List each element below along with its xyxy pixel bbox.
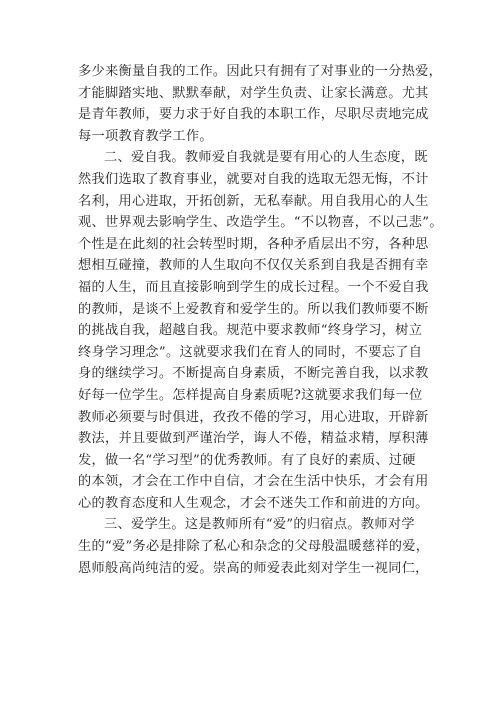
text-line: 教法，并且要做到严谨治学，诲人不倦，精益求精，厚积薄 xyxy=(78,431,429,447)
text-line: 终身学习理念”。这就要求我们在育人的同时，不要忘了自 xyxy=(78,344,423,360)
text-line: 多少来衡量自我的工作。因此只有拥有了对事业的一分热爱， xyxy=(78,64,443,79)
text-line: 才能脚踏实地、默默奉献，对学生负责、让家长满意。尤其 xyxy=(78,85,429,101)
text-line: 是青年教师，要力求于好自我的本职工作，尽职尽责地完成 xyxy=(78,107,429,123)
text-line: 身的继续学习。不断提高自身素质，不断完善自我，以求教 xyxy=(78,366,429,382)
text-line: 三、爱学生。这是教师所有“爱”的归宿点。教师对学 xyxy=(104,517,415,533)
text-line: 观、世界观去影响学生、改造学生。“不以物喜，不以己悲”。 xyxy=(78,215,443,231)
text-line: 的本领，才会在工作中自信，才会在生活中快乐，才会有用 xyxy=(78,474,429,490)
text-line: 好每一位学生。怎样提高自身素质呢?这就要求我们每一位 xyxy=(78,387,423,403)
text-line: 想相互碰撞，教师的人生取向不仅仅关系到自我是否拥有幸 xyxy=(78,258,429,274)
text-line: 生的“爱”务必是排除了私心和杂念的父母般温暖慈祥的爱， xyxy=(78,539,430,555)
text-line: 二、爱自我。教师爱自我就是要有用心的人生态度，既 xyxy=(104,150,428,166)
text-line: 的挑战自我，超越自我。规范中要求教师“终身学习，树立 xyxy=(78,323,423,339)
text-line: 个性是在此刻的社会转型时期，各种矛盾层出不穷，各种思 xyxy=(78,236,429,252)
text-line: 发，做一名“学习型”的优秀教师。有了良好的素质、过硬 xyxy=(78,452,416,468)
text-line: 恩师般高尚纯洁的爱。崇高的师爱表此刻对学生一视同仁， xyxy=(78,560,429,576)
text-line: 每一项教育教学工作。 xyxy=(78,128,213,144)
document-body xyxy=(78,61,448,579)
text-line: 然我们选取了教育事业，就要对自我的选取无怨无悔，不计 xyxy=(78,171,429,187)
text-line: 的教师，是谈不上爱教育和爱学生的。所以我们教师要不断 xyxy=(78,301,429,317)
text-line: 心的教育态度和人生观念，才会不迷失工作和前进的方向。 xyxy=(78,495,429,511)
text-line: 名利，用心进取，开拓创新，无私奉献。用自我用心的人生 xyxy=(78,193,429,209)
text-line: 教师必须要与时俱进，孜孜不倦的学习，用心进取，开辟新 xyxy=(78,409,429,425)
text-line: 福的人生，而且直接影响到学生的成长过程。一个不爱自我 xyxy=(78,279,429,295)
